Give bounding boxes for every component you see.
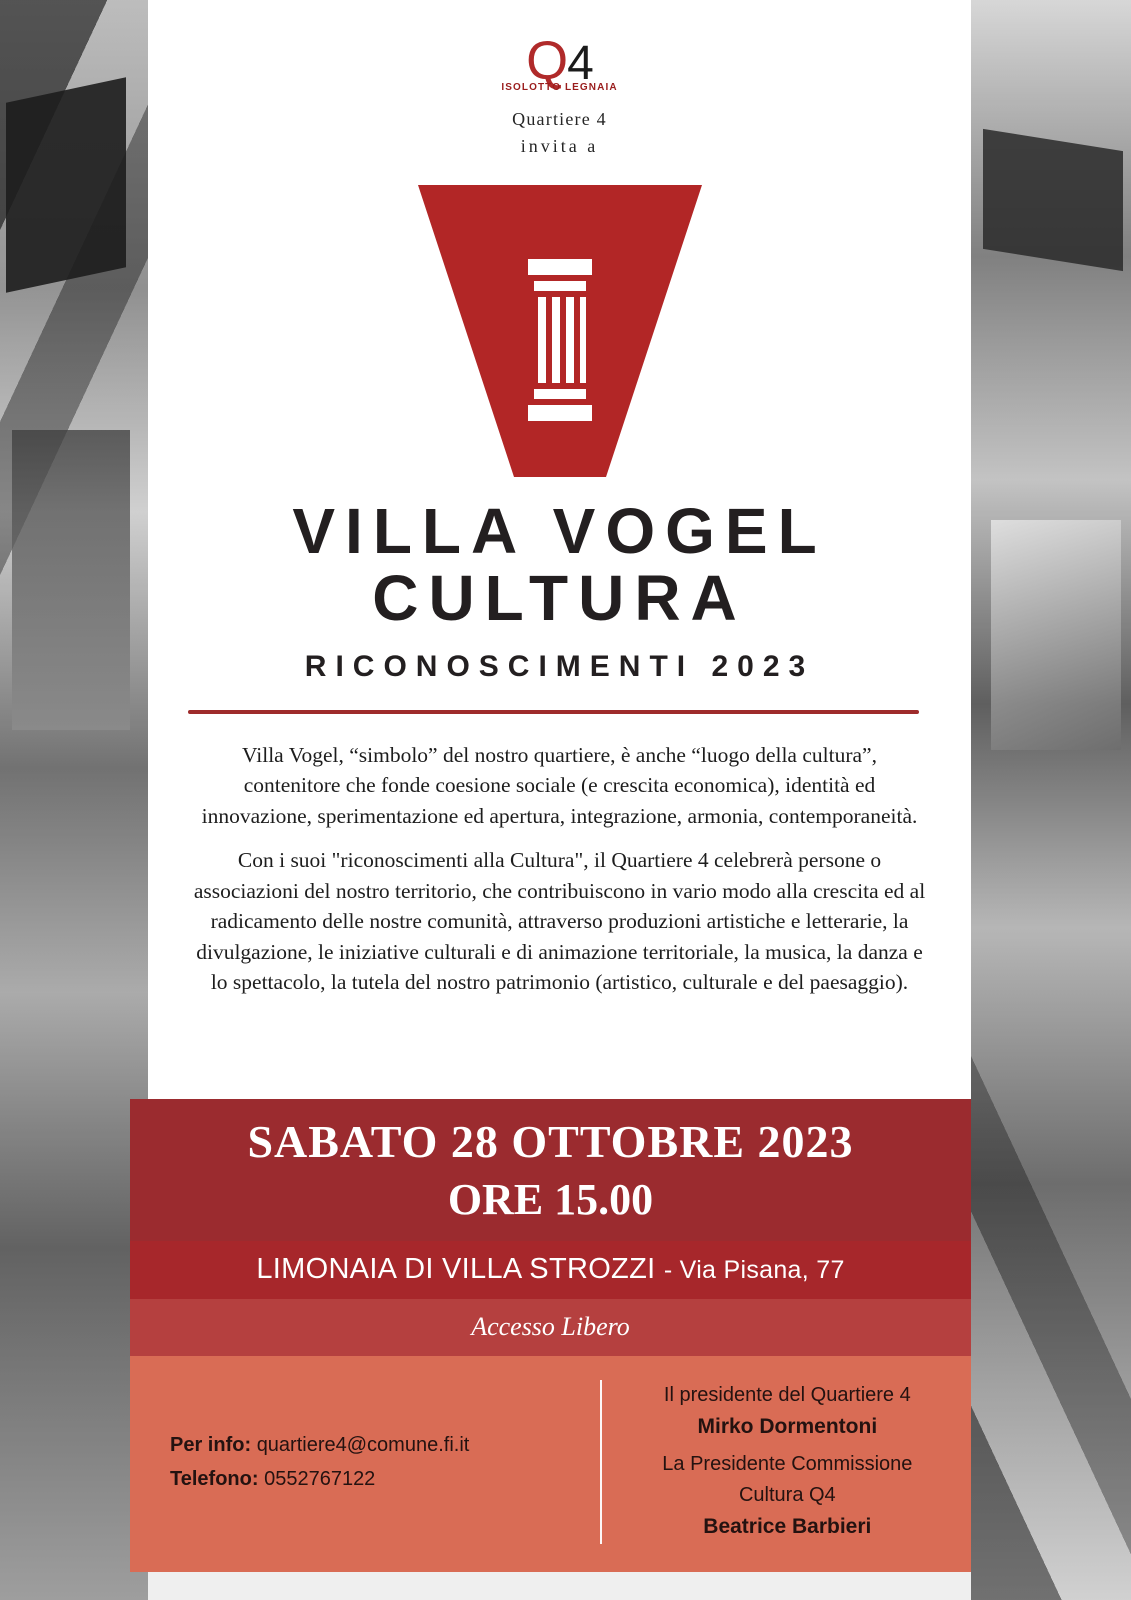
event-venue-band <box>130 1241 971 1299</box>
column-inside-v-icon <box>410 181 710 481</box>
event-access-band: Accesso Libero <box>130 1299 971 1356</box>
signature-role-2: La Presidente Commissione Cultura Q4 <box>662 1453 913 1507</box>
event-time: ORE 15.00 <box>447 1174 654 1224</box>
event-details-bands <box>130 1099 971 1572</box>
event-date: SABATO 28 OTTOBRE 2023 <box>247 1116 854 1168</box>
contact-band <box>130 1356 971 1572</box>
page-subtitle: RICONOSCIMENTI 2023 <box>304 649 815 683</box>
contact-phone-label: Telefono: <box>170 1467 259 1490</box>
invite-line-1: Quartiere 4 <box>512 109 607 129</box>
description-block <box>192 740 927 998</box>
signature-role-1: Il presidente del Quartiere 4 <box>663 1383 911 1406</box>
description-paragraph-1: Villa Vogel, “simbolo” del nostro quartiere, è anche “luogo della cultura”, contenitore che fonde coesione sociale (e crescita economica), identità ed innovazione, sperimentazione ed apertura, integrazione, armonia, contemporaneità. <box>201 742 918 828</box>
q4-logo <box>148 31 971 91</box>
title-divider <box>188 710 919 714</box>
background-photo-right <box>971 0 1131 1600</box>
page-title-line-1: VILLA VOGEL <box>292 495 827 567</box>
contact-divider <box>600 1380 602 1544</box>
signature-name-2: Beatrice Barbieri <box>703 1515 872 1539</box>
signature-name-1: Mirko Dormentoni <box>697 1414 878 1438</box>
contact-email-label: Per info: <box>170 1433 252 1456</box>
contact-info <box>130 1376 600 1548</box>
event-venue: LIMONAIA DI VILLA STROZZI <box>256 1252 656 1285</box>
invite-line-2: invita a <box>520 136 599 156</box>
contact-email-row <box>170 1428 574 1462</box>
header-logo-block <box>148 0 971 157</box>
background-photo-left <box>0 0 148 1600</box>
page-title-line-2: CULTURA <box>372 562 747 635</box>
q4-logo-q: Q <box>526 31 568 91</box>
contact-phone-value[interactable]: 0552767122 <box>264 1467 376 1490</box>
event-address: - Via Pisana, 77 <box>663 1255 845 1284</box>
poster-card <box>148 0 971 1572</box>
q4-logo-4: 4 <box>567 37 593 90</box>
q4-logo-subtitle: ISOLOTTO LEGNAIA <box>501 82 618 93</box>
contact-phone-row <box>170 1462 574 1496</box>
contact-email-value[interactable]: quartiere4@comune.fi.it <box>256 1433 470 1456</box>
signatures-block <box>602 1376 971 1548</box>
event-date-band <box>130 1099 971 1241</box>
description-paragraph-2: Con i suoi "riconoscimenti alla Cultura", il Quartiere 4 celebrerà persone o associazioni del nostro territorio, che contribuiscono in vario modo alla crescita ed al radicamento delle nostre comunità, attraverso produzioni artistiche e letterarie, la divulgazione, le iniziative culturali e di animazione territoriale, la musica, la danza e lo spettacolo, la tutela del nostro patrimonio (artistico, culturale e del paesaggio). <box>193 848 926 995</box>
